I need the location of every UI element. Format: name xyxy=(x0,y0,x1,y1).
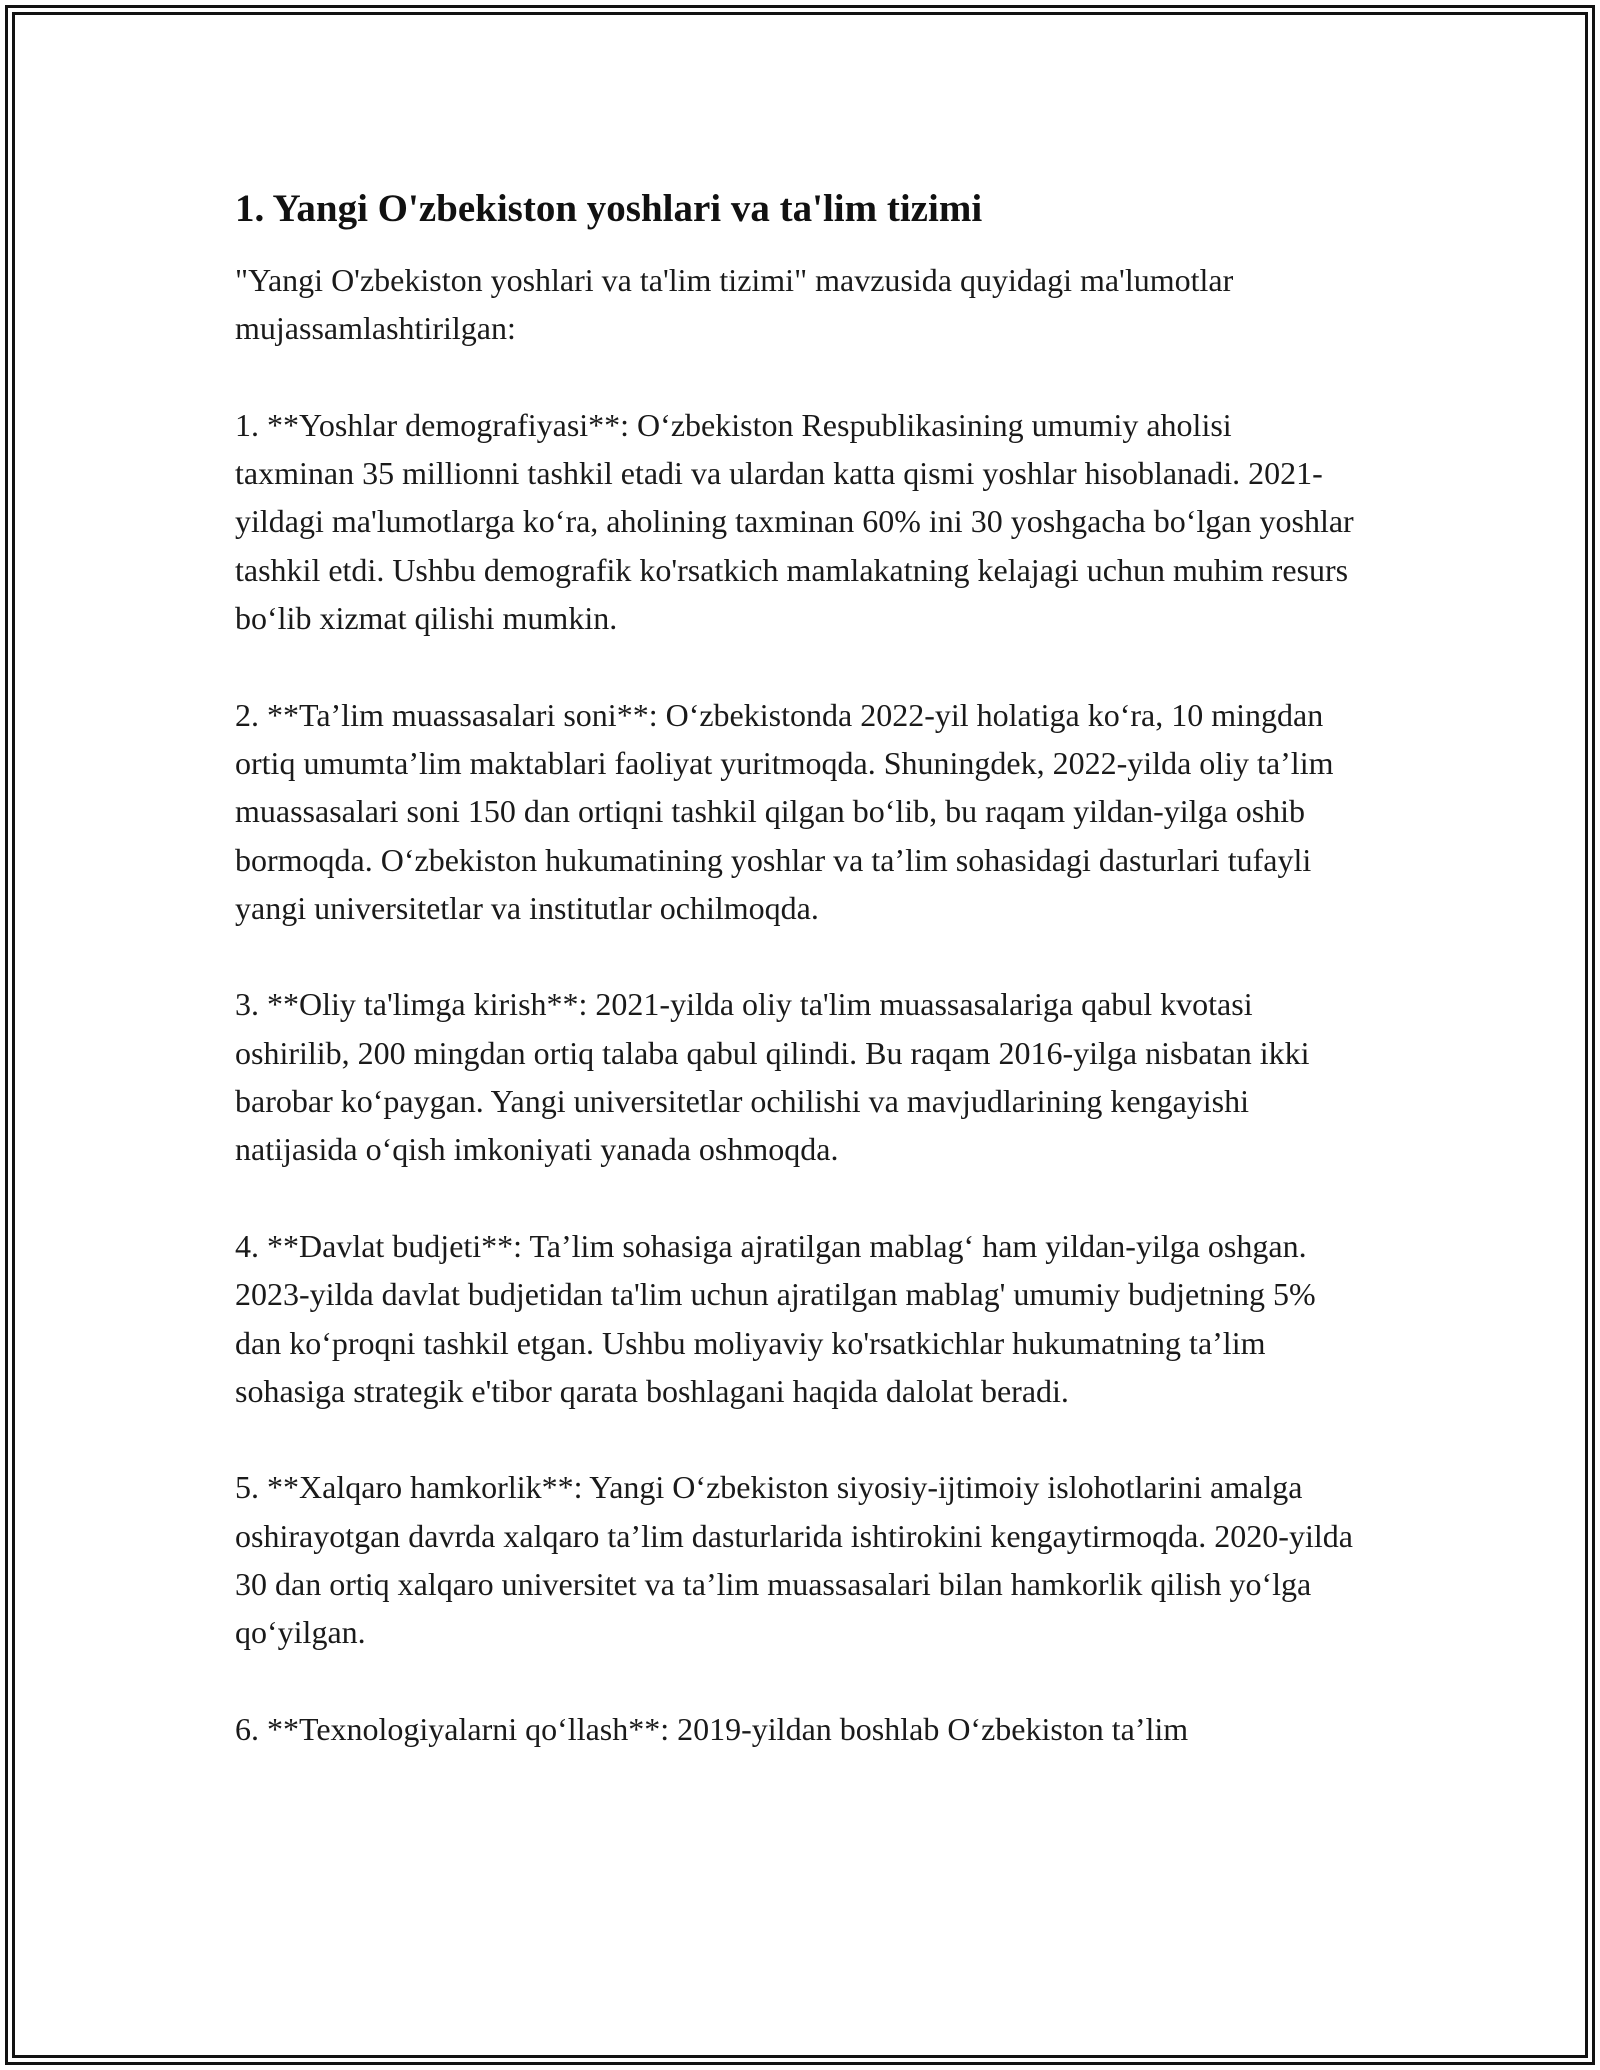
paragraph-state-budget: 4. **Davlat budjeti**: Ta’lim sohasiga ajratilgan mablag‘ ham yildan-yilga oshgan. 2023-yilda davlat budjetidan ta'lim uchun ajratilgan mablag' umumiy budjetning 5% dan ko‘proqni tashkil etgan. Ushbu moliyaviy ko'rsatkichlar hukumatning ta’lim sohasiga strategik e'tibor qarata boshlagani haqida dalolat beradi. xyxy=(235,1227,1316,1409)
intro-paragraph: "Yangi O'zbekiston yoshlari va ta'lim tizimi" mavzusida quyidagi ma'lumotlar mujassamlashtirilgan: xyxy=(235,262,1234,347)
document-body xyxy=(235,184,1355,1753)
paragraph-international-cooperation: 5. **Xalqaro hamkorlik**: Yangi O‘zbekiston siyosiy-ijtimoiy islohotlarini amalga oshirayotgan davrda xalqaro ta’lim dasturlarida ishtirokini kengaytirmoqda. 2020-yilda 30 dan ortiq xalqaro universitet va ta’lim muassasalari bilan hamkorlik qilish yo‘lga qo‘yilgan. xyxy=(235,1469,1353,1651)
paragraph-youth-demographics: 1. **Yoshlar demografiyasi**: O‘zbekiston Respublikasining umumiy aholisi taxminan 35 millionni tashkil etadi va ulardan katta qismi yoshlar hisoblanadi. 2021-yildagi ma'lumotlarga ko‘ra, aholining taxminan 60% ini 30 yoshgacha bo‘lgan yoshlar tashkil etdi. Ushbu demografik ko'rsatkich mamlakatning kelajagi uchun muhim resurs bo‘lib xizmat qilishi mumkin. xyxy=(235,406,1354,637)
paragraph-technology: 6. **Texnologiyalarni qo‘llash**: 2019-yildan boshlab O‘zbekiston ta’lim xyxy=(235,1710,1189,1747)
document-title: 1. Yangi O'zbekiston yoshlari va ta'lim tizimi xyxy=(235,187,983,230)
paragraph-education-institutions: 2. **Ta’lim muassasalari soni**: O‘zbekistonda 2022-yil holatiga ko‘ra, 10 mingdan ortiq umumta’lim maktablari faoliyat yuritmoqda. Shuningdek, 2022-yilda oliy ta’lim muassasalari soni 150 dan ortiqni tashkil qilgan bo‘lib, bu raqam yildan-yilga oshib bormoqda. O‘zbekiston hukumatining yoshlar va ta’lim sohasidagi dasturlari tufayli yangi universitetlar va institutlar ochilmoqda. xyxy=(235,696,1334,926)
paragraph-higher-education-admission: 3. **Oliy ta'limga kirish**: 2021-yilda oliy ta'lim muassasalariga qabul kvotasi oshirilib, 200 mingdan ortiq talaba qabul qilindi. Bu raqam 2016-yilga nisbatan ikki barobar ko‘paygan. Yangi universitetlar ochilishi va mavjudlarining kengayishi natijasida o‘qish imkoniyati yanada oshmoqda. xyxy=(235,986,1310,1168)
